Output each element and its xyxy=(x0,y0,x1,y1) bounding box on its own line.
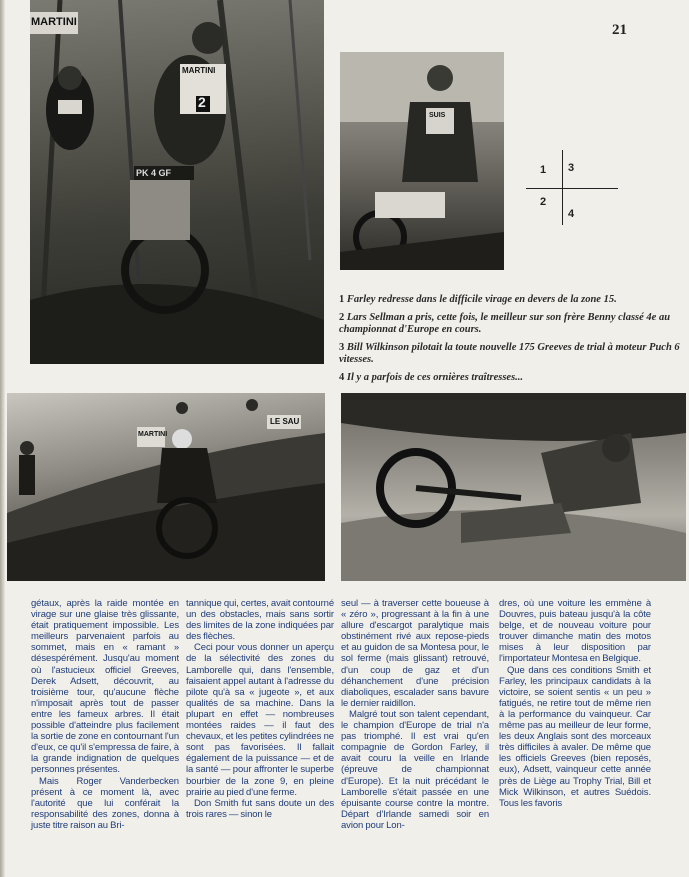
caption-4-number: 4 xyxy=(339,371,345,383)
key-number-1: 1 xyxy=(540,164,547,176)
photo-captions xyxy=(339,294,684,389)
column-2-paragraph-1: tannique qui, certes, avait contourné un des obstacles, mais sans sortir des limites de la zone indiquées par des flèches. xyxy=(186,598,334,643)
column-1-paragraph-1: gétaux, après la raide montée en virage sur une glaise très glissante, était pratiquement impossible. Les meilleurs parvenaient parfois au sommet, mais en « ramant » désespérément. Jusqu'au moment où l'astucieux officiel Greeves, Derek Adsett, découvrit, au troisième tour, qu'aucune flèche n'imposait après tout de passer entre les fameux arbres. Il était possible d'atteindre plus facilement la sortie de zone en contournant l'un d'eux, ce qu'il s'empressa de faire, à la grande indignation de quelques personnes présentes. xyxy=(31,598,179,776)
photo-3-wilkinson xyxy=(7,393,325,581)
caption-3-text: Bill Wilkinson pilotait la toute nouvelle 175 Greeves de trial à moteur Puch 6 vitesses. xyxy=(339,341,680,365)
column-3-paragraph-2: Malgré tout son talent cependant, le champion d'Europe de trial n'a pas triomphé. Il est vrai qu'en compagnie de Gordon Farley, il avait couru la veille en Irlande (épreuve de championnat d'Europe). Et la nuit précédant le Lamborelle s'était passée en une épuisante course contre la montre. Départ d'Irlande samedi soir en avion pour Lon- xyxy=(341,708,489,831)
column-4-paragraph-2: Que dans ces conditions Smith et Farley, les principaux candidats à la victoire, se soient sentis « un peu » fatigués, ne retire tout de même rien à la performance du vainqueur. Car même pas au meilleur de leur forme, les deux Anglais sont des morceaux très difficiles à avaler. De même que les officiels Greeves (bien reposés, eux), Adsett, vainqueur cette année près de Liège au Trophy Trial, Bill et Mick Wilkinson, et autres Suédois. Tous les favoris xyxy=(499,664,651,809)
photo-1-sign-martini-left: MARTINI xyxy=(31,16,77,28)
column-2-paragraph-3: Don Smith fut sans doute un des trois rares — sinon le xyxy=(186,797,334,820)
photo-1-scene xyxy=(30,0,324,364)
photo-3-sign-zone: LE SAU xyxy=(270,417,300,426)
photo-2-scene xyxy=(340,52,504,270)
photo-2-sellman xyxy=(340,52,504,270)
caption-2 xyxy=(339,312,684,337)
page-number: 21 xyxy=(612,22,627,38)
text-column-1 xyxy=(31,598,179,831)
photo-1-plate: PK 4 GF xyxy=(136,168,172,178)
caption-4 xyxy=(339,372,684,385)
photo-layout-key xyxy=(526,150,626,240)
text-column-3 xyxy=(341,598,489,831)
photo-4-rut-fall xyxy=(341,393,686,581)
column-2-paragraph-2: Ceci pour vous donner un aperçu de la sélectivité des zones du Lamborelle qui, dans l'ensemble, faisaient appel autant à l'adresse du pilote qu'à sa « jugeote », et aux qualités de sa machine. Dans la plupart en effet — nombreuses montées raides — il faut des chevaux, et les petites cylindrées ne sont pas favorisées. Il fallait également de la puissance — et de la santé — pour affronter le superbe bourbier de la zone 9, en pleine prairie au pied d'une ferme. xyxy=(186,642,334,798)
caption-3 xyxy=(339,342,684,367)
key-vertical-line xyxy=(562,150,563,225)
photo-1-race-number: 2 xyxy=(198,94,206,110)
photo-1-farley xyxy=(30,0,324,364)
column-1-paragraph-2: Mais Roger Vanderbecken présent à ce moment là, avec l'autorité que lui conférait la responsabilité des zones, donna à juste titre raison au Bri- xyxy=(31,775,179,831)
photo-1-sign-martini-bib: MARTINI xyxy=(182,66,216,75)
caption-3-number: 3 xyxy=(339,341,345,353)
key-number-2: 2 xyxy=(540,196,547,208)
caption-2-number: 2 xyxy=(339,311,345,323)
key-number-4: 4 xyxy=(568,208,575,220)
caption-2-text: Lars Sellman a pris, cette fois, le meilleur sur son frère Benny classé 4e au championnat d'Europe en cours. xyxy=(339,311,671,335)
caption-1-number: 1 xyxy=(339,294,345,305)
column-4-paragraph-1: dres, où une voiture les emmène à Douvres, puis bateau jusqu'à la côte belge, et de nouveau voiture pour trouver dimanche matin des motos mises à leur disposition par l'importateur Montesa en Belgique. xyxy=(499,598,651,665)
caption-1-text: Farley redresse dans le difficile virage en devers de la zone 15. xyxy=(346,294,617,305)
key-horizontal-line xyxy=(526,188,618,189)
key-number-3: 3 xyxy=(568,162,575,174)
caption-4-text: Il y a parfois de ces ornières traîtresses... xyxy=(346,371,524,383)
text-column-2 xyxy=(186,598,334,820)
photo-2-bib-text: SUIS xyxy=(429,112,446,119)
column-3-paragraph-1: seul — à traverser cette boueuse à « zéro », progressant à la fin à une allure d'escargot paralytique mais obstinément rivé aux repose-pieds et au guidon de sa Montesa pour, le sol ferme (mais glissant) retrouvé, d'un coup de gaz et d'un déhanchement d'une précision diaboliques, escalader sans bavure le dernier raidillon. xyxy=(341,598,489,709)
page-spine-shadow xyxy=(0,0,5,877)
text-column-4 xyxy=(499,598,651,809)
photo-4-scene xyxy=(341,393,686,581)
caption-1 xyxy=(339,294,684,307)
photo-3-sign-martini: MARTINI xyxy=(138,431,168,438)
